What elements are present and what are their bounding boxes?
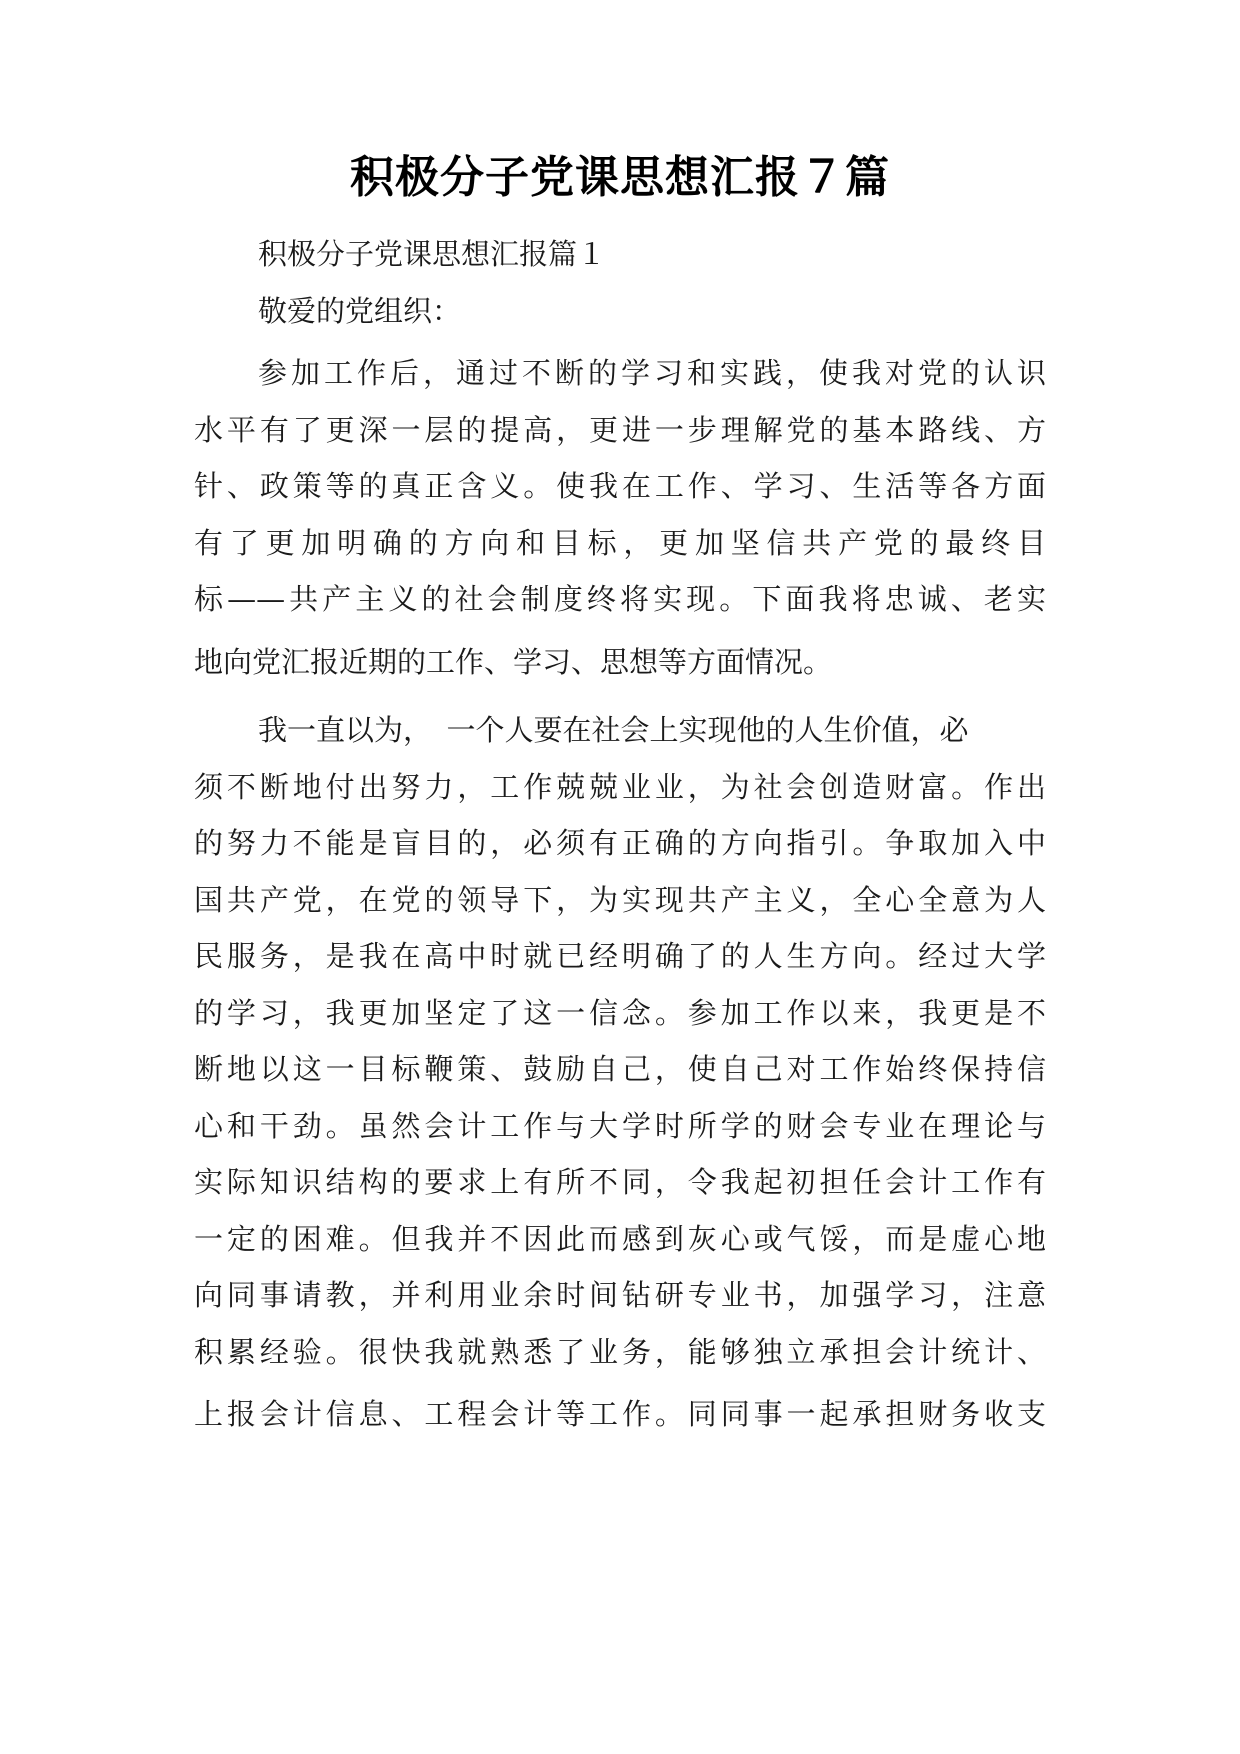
paragraph-line: 水平有了更深一层的提高，更进一步理解党的基本路线、方	[194, 412, 1046, 447]
paragraph-2	[194, 702, 1046, 1443]
paragraph-line: 标——共产主义的社会制度终将实现。下面我将忠诚、老实	[194, 582, 1046, 616]
paragraph-line: 向同事请教，并利用业余时间钻研专业书，加强学习，注意	[194, 1278, 1046, 1312]
paragraph-line: 积累经验。很快我就熟悉了业务，能够独立承担会计统计、	[194, 1334, 1046, 1369]
salutation: 敬爱的党组织：	[258, 293, 462, 328]
paragraph-line: 断地以这一目标鞭策、鼓励自己，使自己对工作始终保持信	[194, 1052, 1046, 1086]
document-title: 积极分子党课思想汇报７篇	[350, 152, 890, 203]
paragraph-line: 我一直以为， 一个人要在社会上实现他的人生价值，必	[258, 713, 969, 747]
paragraph-line: 一定的困难。但我并不因此而感到灰心或气馁，而是虚心地	[194, 1221, 1046, 1256]
paragraph-line: 的努力不能是盲目的，必须有正确的方向指引。争取加入中	[194, 826, 1046, 860]
paragraph-line: 参加工作后，通过不断的学习和实践，使我对党的认识	[258, 356, 1046, 390]
paragraph-line: 的学习，我更加坚定了这一信念。参加工作以来，我更是不	[194, 995, 1046, 1030]
paragraph-line: 实际知识结构的要求上有所不同，令我起初担任会计工作有	[194, 1165, 1046, 1199]
paragraph-line: 地向党汇报近期的工作、学习、思想等方面情况。	[194, 644, 833, 679]
paragraph-line: 须不断地付出努力，工作兢兢业业，为社会创造财富。作出	[194, 769, 1046, 804]
paragraph-line: 针、政策等的真正含义。使我在工作、学习、生活等各方面	[194, 469, 1046, 503]
paragraph-line: 国共产党，在党的领导下，为实现共产主义，全心全意为人	[194, 882, 1046, 917]
paragraph-line: 上报会计信息、工程会计等工作。同同事一起承担财务收支	[194, 1397, 1046, 1431]
paragraph-line: 有了更加明确的方向和目标，更加坚信共产党的最终目	[194, 525, 1046, 560]
paragraph-line: 心和干劲。虽然会计工作与大学时所学的财会专业在理论与	[194, 1108, 1046, 1143]
paragraph-1	[194, 345, 1046, 690]
section-heading: 积极分子党课思想汇报篇１	[258, 237, 607, 271]
document-body	[194, 226, 1046, 1443]
paragraph-line: 民服务，是我在高中时就已经明确了的人生方向。经过大学	[194, 939, 1046, 973]
